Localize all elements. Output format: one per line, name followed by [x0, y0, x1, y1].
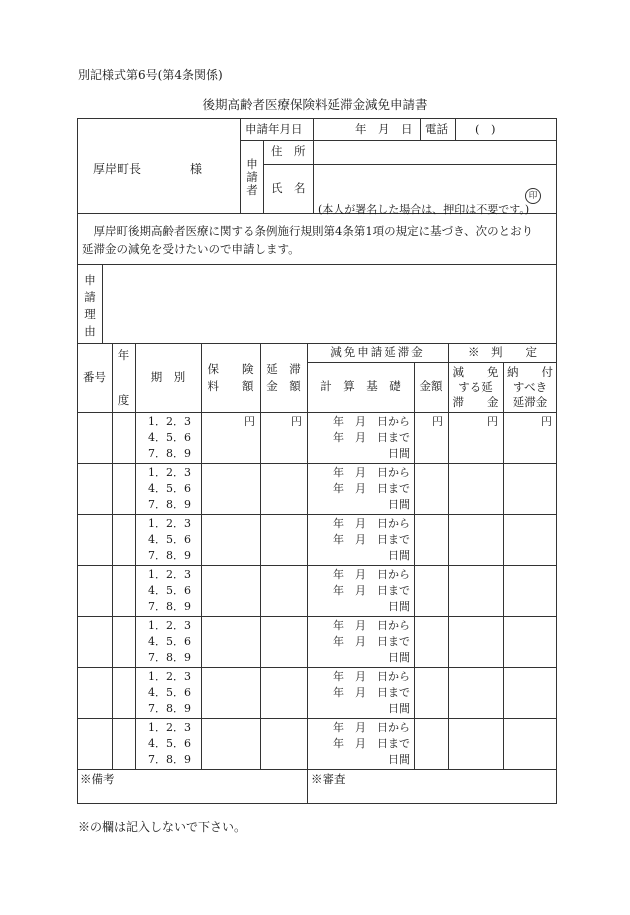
col-premium-2: 料 額 [207, 379, 254, 393]
col-late-2: 金 額 [266, 379, 301, 393]
statement-line-2: 延滞金の減免を受けたいので申請します。 [82, 242, 300, 256]
phone-label: 電話 [425, 122, 448, 136]
col-reduced-3: 滞 金 [452, 395, 499, 409]
rule-phone-left [420, 118, 421, 140]
rule-reason-label-right [102, 264, 103, 343]
rule-row-6 [77, 718, 557, 719]
row-5-basis: 年 月 日から 年 月 日まで 日間 [333, 619, 410, 664]
rule-row-1 [77, 463, 557, 464]
addressee: 厚岸町長 [93, 162, 142, 176]
rule-statement-bottom [77, 264, 557, 265]
col-year-bottom: 度 [117, 393, 130, 407]
row-1-amount-unit: 円 [432, 415, 443, 428]
col-period: 期 別 [150, 370, 186, 384]
rule-col-period [201, 343, 202, 770]
rule-col-premium [260, 343, 261, 770]
reason-field[interactable] [104, 266, 555, 341]
name-label: 氏 名 [271, 181, 306, 195]
col-basis: 計 算 基 礎 [320, 379, 401, 393]
form-caption: 別記様式第6号(第4条関係) [78, 68, 223, 82]
row-7-periods: 1．2．3 4．5．6 7．8．9 [148, 721, 191, 766]
rule-group-header [307, 362, 557, 363]
col-number: 番号 [83, 370, 106, 384]
col-reduced-2: する延 [458, 380, 493, 394]
rule-col-reduced [503, 362, 504, 770]
rule-col-number [112, 343, 113, 770]
row-1-payable-unit: 円 [541, 415, 552, 428]
bottom-note: ※の欄は記入しないで下さい。 [78, 820, 247, 834]
phone-field[interactable]: ( ) [475, 122, 496, 136]
row-1-periods: 1．2．3 4．5．6 7．8．9 [148, 415, 191, 460]
rule-col-year [135, 343, 136, 770]
rule-row-2 [77, 514, 557, 515]
name-field[interactable] [315, 166, 515, 202]
col-year-top: 年 [117, 348, 130, 362]
rule-addressee-right [240, 118, 241, 213]
rule-date-bottom [240, 140, 557, 141]
col-payable-3: 延滞金 [512, 395, 548, 409]
row-2-basis: 年 月 日から 年 月 日まで 日間 [333, 466, 410, 511]
row-6-periods: 1．2．3 4．5．6 7．8．9 [148, 670, 191, 715]
address-label: 住 所 [271, 144, 306, 158]
row-1-basis: 年 月 日から 年 月 日まで 日間 [333, 415, 410, 460]
row-2-periods: 1．2．3 4．5．6 7．8．9 [148, 466, 191, 511]
seal-stamp-icon: 印 [525, 188, 541, 204]
row-1-late-unit: 円 [291, 415, 302, 428]
application-date-field[interactable]: 年 月 日 [355, 122, 413, 136]
rule-row-7 [77, 769, 557, 770]
address-field[interactable] [315, 142, 555, 162]
addressee-suffix: 様 [190, 162, 203, 176]
row-6-basis: 年 月 日から 年 月 日まで 日間 [333, 670, 410, 715]
reason-label: 申 請 理 由 [84, 273, 96, 338]
row-1-premium-unit: 円 [244, 415, 255, 428]
review-label: ※審査 [311, 772, 346, 786]
rule-applicant-label-right [263, 140, 264, 213]
rule-phone-right [455, 118, 456, 140]
rule-reason-bottom [77, 343, 557, 344]
col-group-judgment: ※ 判 定 [468, 345, 537, 359]
row-3-basis: 年 月 日から 年 月 日まで 日間 [333, 517, 410, 562]
statement-line-1: 厚岸町後期高齢者医療に関する条例施行規則第4条第1項の規定に基づき、次のとおり [82, 224, 534, 238]
row-4-periods: 1．2．3 4．5．6 7．8．9 [148, 568, 191, 613]
col-reduced-1: 減 免 [452, 365, 499, 379]
col-payable-1: 納 付 [507, 365, 553, 379]
row-1-reduced-unit: 円 [487, 415, 498, 428]
rule-col-basis [414, 362, 415, 770]
row-3-periods: 1．2．3 4．5．6 7．8．9 [148, 517, 191, 562]
seal-note: (本人が署名した場合は、押印は不要です。) [318, 203, 530, 216]
col-payable-2: すべき [512, 380, 548, 394]
rule-field-label-right [313, 118, 314, 213]
applicant-label: 申 請 者 [246, 157, 258, 197]
rule-row-3 [77, 565, 557, 566]
col-late-1: 延 滞 [266, 362, 301, 376]
row-7-basis: 年 月 日から 年 月 日まで 日間 [333, 721, 410, 766]
form-title: 後期高齢者医療保険料延滞金減免申請書 [202, 97, 428, 112]
rule-row-4 [77, 616, 557, 617]
remarks-label: ※備考 [80, 772, 115, 786]
rule-address-bottom [263, 164, 557, 165]
rule-row-5 [77, 667, 557, 668]
row-4-basis: 年 月 日から 年 月 日まで 日間 [333, 568, 410, 613]
row-5-periods: 1．2．3 4．5．6 7．8．9 [148, 619, 191, 664]
rule-header-row-bottom [77, 412, 557, 413]
col-group-reduction: 減免申請延滞金 [330, 345, 425, 359]
col-amount: 金額 [419, 379, 443, 393]
application-date-label: 申請年月日 [245, 122, 303, 136]
col-premium-1: 保 険 [207, 362, 254, 376]
